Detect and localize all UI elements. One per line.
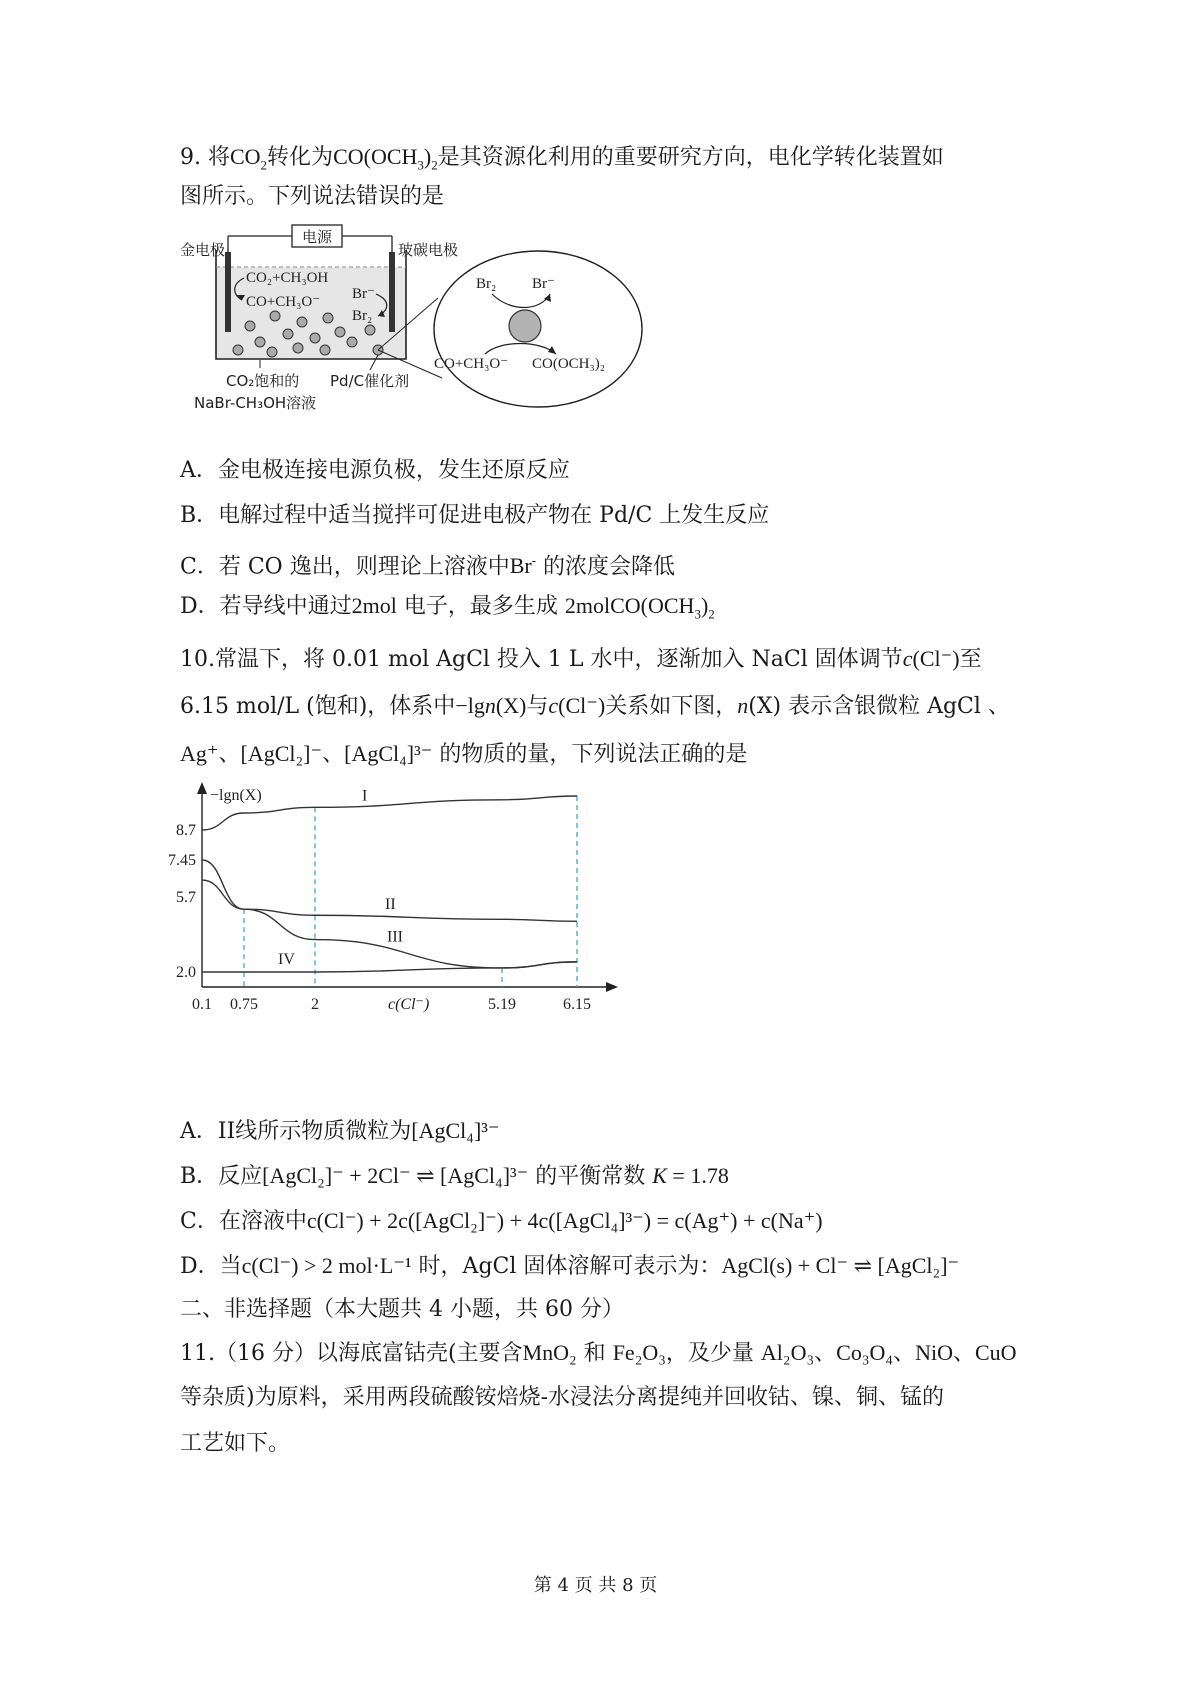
page-footer: 第 4 页 共 8 页 bbox=[533, 1575, 658, 1596]
q9-option-b[interactable]: B．电解过程中适当搅拌可促进电极产物在 Pd/C 上发生反应 bbox=[180, 503, 770, 528]
q10-stem-line1: 10.常温下，将 0.01 mol AgCl 投入 1 L 水中，逐渐加入 NaCl 固体调节c(Cl⁻)至 bbox=[180, 646, 982, 672]
glassy-carbon-label: 玻碳电极 bbox=[398, 241, 459, 259]
cathode-products: CO+CH₃O⁻ bbox=[246, 294, 321, 310]
q9-stem-line2: 图所示。下列说法错误的是 bbox=[180, 184, 445, 209]
x-tick-label: 0.75 bbox=[230, 996, 258, 1013]
y-tick-label: 2.0 bbox=[176, 964, 196, 981]
catalyst-particle-zoom bbox=[509, 310, 541, 342]
x-tick-label: 0.1 bbox=[192, 996, 212, 1013]
q10-stem-line2: 6.15 mol/L (饱和)，体系中−lgn(X)与c(Cl⁻)关系如下图，n(X) 表示含银微粒 AgCl 、 bbox=[180, 693, 1010, 719]
cathode-reactants: CO₂+CH₃OH bbox=[246, 270, 329, 286]
y-tick-label: 8.7 bbox=[176, 822, 196, 839]
chart-axes bbox=[197, 782, 618, 992]
q9-option-a[interactable]: A．金电极连接电源负极，发生还原反应 bbox=[180, 458, 570, 483]
curve-label-III: III bbox=[387, 928, 403, 946]
anode-brminus: Br⁻ bbox=[352, 286, 375, 302]
q11-stem-line2: 等杂质)为原料，采用两段硫酸铵焙烧-水浸法分离提纯并回收钴、镍、铜、锰的 bbox=[180, 1385, 945, 1410]
bromide-ion: Br- bbox=[509, 553, 537, 579]
q10-option-b[interactable]: B．反应[AgCl₂]⁻ + 2Cl⁻ ⇌ [AgCl₄]³⁻ 的平衡常数 K = 1.78 bbox=[180, 1163, 729, 1189]
y-tick-label: 5.7 bbox=[176, 889, 196, 906]
q10-option-d[interactable]: D．当c(Cl⁻) > 2 mol·L⁻¹ 时，AgCl 固体溶解可表示为：AgCl(s) + Cl⁻ ⇌ [AgCl₂]⁻ bbox=[180, 1253, 960, 1279]
x-tick-label: 2 bbox=[311, 996, 319, 1013]
q10-chart bbox=[168, 782, 680, 1102]
x-axis-arrow bbox=[606, 982, 618, 992]
q10-stem-line3: Ag⁺、[AgCl₂]⁻、[AgCl₄]³⁻ 的物质的量，下列说法正确的是 bbox=[180, 741, 748, 767]
anode-br2: Br₂ bbox=[352, 308, 373, 324]
y-axis-label: −lgn(X) bbox=[210, 787, 262, 804]
zoom-br2: Br₂ bbox=[476, 276, 497, 292]
electrolysis-diagram bbox=[180, 222, 700, 427]
solution-label-line1: CO₂饱和的 bbox=[226, 372, 300, 390]
co2-formula: $CO_2$ bbox=[229, 144, 268, 173]
glassy-carbon-electrode bbox=[389, 252, 395, 332]
q11-stem-line3: 工艺如下。 bbox=[180, 1431, 291, 1456]
q10-option-c[interactable]: C．在溶液中c(Cl⁻) + 2c([AgCl₂]⁻) + 4c([AgCl₄]³⁻) = c(Ag⁺) + c(Na⁺) bbox=[180, 1208, 823, 1234]
catalyst-label: Pd/C催化剂 bbox=[330, 372, 410, 390]
x-tick-label: 6.15 bbox=[563, 996, 591, 1013]
x-axis-label: c(Cl⁻) bbox=[388, 996, 430, 1013]
curve-label-II: II bbox=[385, 896, 396, 914]
gold-electrode bbox=[225, 252, 231, 332]
section2-title: 二、非选择题（本大题共 4 小题，共 60 分） bbox=[180, 1297, 624, 1322]
power-supply-label: 电源 bbox=[301, 228, 333, 246]
chart-labels bbox=[210, 787, 429, 1013]
series-line-III bbox=[202, 860, 577, 968]
gold-electrode-label: 金电极 bbox=[180, 241, 226, 259]
q9-stem-line1: 9. 将$CO_2$转化为$CO(OCH_3)_2$是其资源化利用的重要研究方向，电化学转化装置如 bbox=[180, 144, 944, 173]
q11-stem-line1: 11.（16 分）以海底富钴壳(主要含MnO₂ 和 Fe₂O₃，及少量 Al₂O₃、Co₃O₄、NiO、CuO bbox=[180, 1340, 1017, 1366]
y-axis-arrow bbox=[197, 782, 207, 794]
q10-option-a[interactable]: A．II线所示物质微粒为[AgCl₄]³⁻ bbox=[180, 1118, 500, 1144]
zoom-reactants: CO+CH₃O⁻ bbox=[434, 356, 509, 372]
curve-label-IV: IV bbox=[278, 951, 295, 968]
q9-option-c[interactable]: C．若 CO 逸出，则理论上溶液中Br- 的浓度会降低 bbox=[180, 553, 676, 580]
product-formula: $CO(OCH_3)_2$ bbox=[333, 144, 438, 173]
q9-option-d[interactable]: D．若导线中通过2mol 电子，最多生成 $2molCO(OCH_3)_2$ bbox=[180, 593, 715, 622]
solution-label-line2: NaBr-CH₃OH溶液 bbox=[194, 394, 317, 412]
curve-label-I: I bbox=[362, 787, 368, 805]
chart-ticks bbox=[168, 822, 591, 1013]
y-tick-label: 7.45 bbox=[168, 852, 196, 869]
q9-number-text: 9. 将 bbox=[180, 145, 230, 170]
series-line-IV bbox=[202, 962, 577, 972]
zoom-product: CO(OCH₃)₂ bbox=[532, 356, 605, 372]
product-amount: $2molCO(OCH_3)_2$ bbox=[564, 593, 715, 622]
zoom-brminus: Br⁻ bbox=[532, 276, 555, 292]
x-tick-label: 5.19 bbox=[488, 996, 516, 1013]
